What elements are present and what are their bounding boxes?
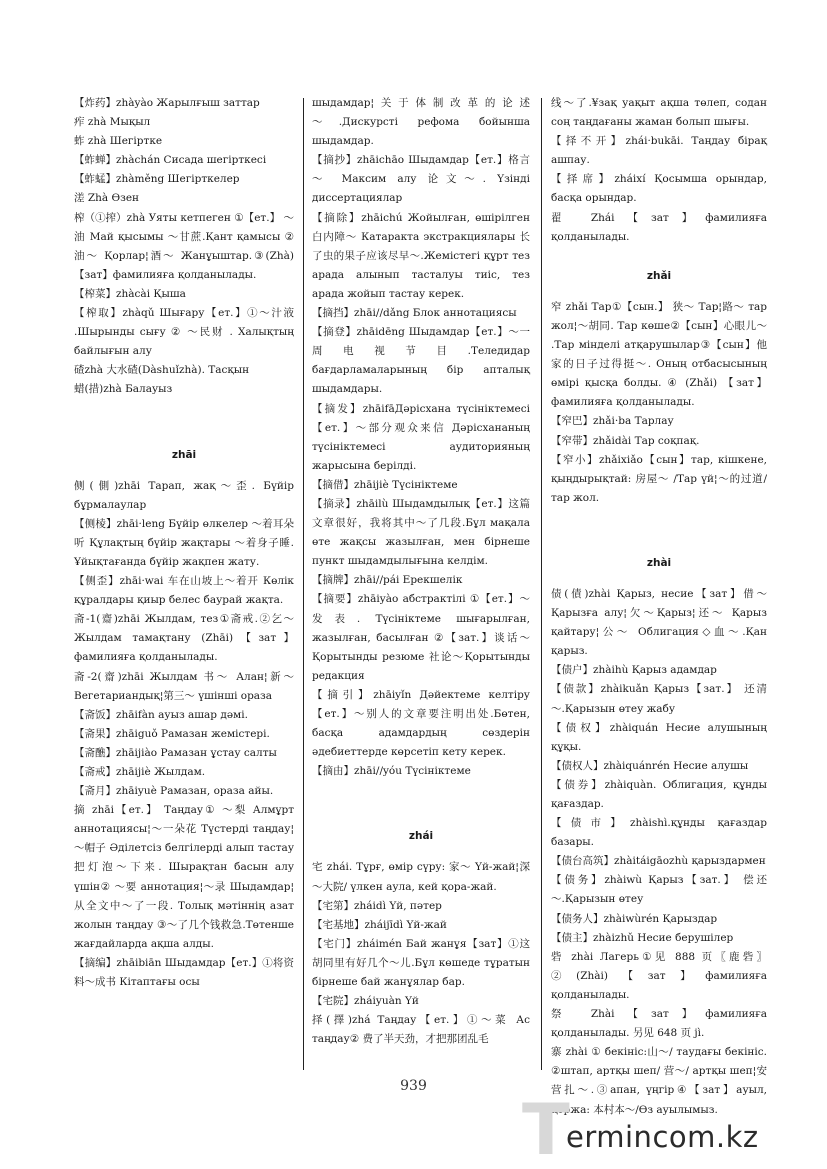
spacer	[551, 247, 767, 267]
dictionary-entry: 【摘抄】zhāichāo Шыдамдар【ет.】格言～ Максим алу 论文～. Үзінді диссертациялар	[312, 154, 530, 205]
dictionary-entry: 斋-2(齋)zhāi Жылдам 书～ Алан¦新～ Вегетариандық¦第三～ үшінші ораза	[74, 670, 294, 702]
section-heading: zhài	[646, 556, 672, 569]
dictionary-entry: 【斋戒】zhāijiè Жылдам.	[74, 766, 206, 778]
dictionary-entry: 【债权】zhàiquán Несие алушының құқы.	[551, 721, 767, 753]
dictionary-entry: 【摘要】zhāiyào абстрактілі ①【ет.】～发表. Түсініктеме шығарылған, жазылған, басылған ②【зат.】谈话～ Қорытынды резюме 社论～Қорытынды редакция	[312, 593, 530, 682]
dictionary-entry: 翟 Zhái【зат】фамилияға қолданылады.	[551, 211, 767, 243]
dictionary-entry: 【斋果】zhāiguǒ Рамазан жемістері.	[74, 727, 270, 740]
dictionary-entry: 蜡(措)zhà Балауыз	[74, 383, 173, 396]
column-left	[74, 94, 294, 992]
dictionary-entry: 【摘发】zhāifāДәрісхана түсініктемесі【ет.】～部分观众来信 Дәрісхананың түсініктемесі аудиторияның жарысына берілді.	[312, 402, 530, 472]
dictionary-entry: 【宅第】zháidì Үй, пәтер	[312, 899, 442, 912]
dictionary-entry: 【债主】zhàizhǔ Несие берушілер	[551, 931, 734, 944]
dictionary-entry: 蚱 zhà Шегіртке	[74, 135, 163, 148]
logo-initial: T	[522, 1089, 570, 1169]
entry-group-top	[312, 94, 530, 781]
dictionary-entry: 【债务】zhàiwù Қарыз【зат.】 偿还～.Қарызын өтеу	[551, 874, 767, 906]
spacer	[312, 781, 530, 827]
dictionary-entry: 【摘挡】zhāi//dǎng Блок аннотациясы	[312, 307, 517, 320]
column-divider-right	[541, 98, 542, 1070]
dictionary-entry: 【侧棱】zhāi·leng Бүйір өлкелер ～着耳朵听 Құлақтың бүйір жақтары ～着身子睡. Ұйықтағанда бүйір жақпен жату.	[74, 517, 294, 568]
dictionary-entry: 【债款】zhàikuǎn Қарыз【зат.】 还清～.Қарызын өтеу жабу	[551, 683, 767, 715]
section-heading: zhāi	[171, 448, 197, 461]
dictionary-entry: 痄 zhà Мықыл	[74, 116, 151, 129]
dictionary-entry: 【摘借】zhāijiè Түсініктеме	[312, 478, 458, 491]
dictionary-entry: 斋-1(齋)zhāi Жылдам, тез①斋戒.②乞～ Жылдам тамақтану (Zhāi)【зат】фамилияға қолданылады.	[74, 613, 294, 664]
dictionary-entry: 【侧歪】zhāi·wai 车在山坡上～着开 Көлік құралдары қиыр белес баурай жақта.	[74, 575, 294, 607]
logo-text: ermincom.kz	[566, 1120, 759, 1154]
dictionary-entry: 【择席】zháixí Қосымша орындар, басқа орындар.	[551, 173, 767, 205]
column-divider-left	[303, 98, 304, 1070]
dictionary-entry: 债(債)zhài Қарыз, несие【зат】借～ Қарызға алу¦欠～Қарыз¦还～ Қарыз қайтару¦公～ Облигация◇血～.Қан қарыз.	[551, 587, 767, 658]
section-heading: zhǎi	[646, 269, 672, 282]
dictionary-entry: 【蚱蜢】zhàměng Шегірткелер	[74, 173, 240, 186]
entry-group-top	[551, 94, 767, 247]
dictionary-entry: 窄 zhǎi Тар①【сын.】 狭～ Тар¦路～ тар жол¦～胡同. Тар көше②【сын】心眼儿～ .Тар мінделі атқарушылар③【сын】他家的日子过得挺～. Оның отбасысының өмірі қысқа болды. ④ (Zhǎi) 【зат】 фамилияға қолданылады.	[551, 300, 767, 409]
dictionary-entry: 摘 zhāi【ет.】 Таңдау① ～梨 Алмұрт аннотациясы¦～一朵花 Түстерді таңдау¦～帽子 Әділетсіз белгілерді алып тастау 把灯泡～下来. Шырақтан басын алу үшін② ～要 аннотация¦～录 Шыдамдар¦从全文中～了一段. Толық мәтіннің азат жолын таңдау ③～了几个钱救急.Төтенше жағдайларда ақша алды.	[74, 804, 294, 950]
column-right	[551, 94, 767, 1120]
dictionary-entry: 线～了.¥зақ уақыт ақша төлеп, содан соң таңдағаны жаман болып шығы.	[551, 97, 767, 129]
site-logo	[522, 1089, 822, 1169]
dictionary-entry: 【债市】zhàishì.құнды қағаздар базары.	[551, 817, 767, 849]
dictionary-entry: 【窄巴】zhǎi·ba Тарлау	[551, 415, 674, 428]
dictionary-entry: 【摘编】zhāibiān Шыдамдар【ет.】①将资料～成书 Кітаптағы осы	[74, 956, 294, 989]
dictionary-entry: 【债台高筑】zhàitáigāozhù қарыздармен	[551, 855, 766, 868]
dictionary-entry: 溠 Zhà Өзен	[74, 192, 140, 205]
dictionary-entry: 【债权人】zhàiquánrén Несие алушы	[551, 759, 749, 772]
dictionary-entry: 【炸药】zhàyào Жарылғыш заттар	[74, 97, 260, 109]
dictionary-entry: 【摘由】zhāi//yóu Түсініктеме	[312, 765, 471, 778]
entry-group-middle	[551, 298, 767, 508]
spacer	[551, 508, 767, 554]
dictionary-entry: 择(擇)zhá Таңдау【ет.】①～菜 Ас таңдау② 费了半天劲，才把那团乱毛	[312, 1014, 530, 1046]
dictionary-entry: 【榨菜】zhàcài Қыша	[74, 287, 186, 300]
spacer	[74, 465, 294, 477]
entry-group-top	[74, 94, 294, 400]
dictionary-entry: 【摘登】zhāidēng Шыдамдар【ет.】～一周电视节目.Теледидар бағдарламаларының бір апталық шыдамдары.	[312, 326, 530, 396]
spacer	[551, 573, 767, 585]
dictionary-entry: 寨 zhài ① бекініс:山～/ таудағы бекініс. ②штап, артқы шеп/ 营～/ артқы шеп¦安营扎～.③апан, үңгір④【зат】ауыл, қоржа: 本村本～/Өз ауылымыз.	[551, 1046, 767, 1116]
dictionary-entry: 【摘除】zhāichú Жойылған, өшірілген 白内障～ Катаракта экстракциялары 长了虫的果子应该尽早～.Жемістегі құрт тез арада алынып тасталуы тиіс, тез арада жойып тастау керек.	[312, 211, 530, 300]
dictionary-entry: 砦 zhài Лагерь①见 888 页〖鹿砦〗②(Zhài)【зат】фамилияға қолданылады.	[551, 950, 767, 1001]
dictionary-entry: 【榨取】zhàqǔ Шығару【ет.】①～汁液 .Шырынды сығу ② ～民财 . Халықтың байлығын алу	[74, 307, 294, 358]
entry-group-bottom	[551, 585, 767, 1120]
spacer	[551, 286, 767, 298]
dictionary-entry: 【宅基地】zháijīdì Үй-жай	[312, 918, 447, 931]
page-number: 939	[400, 1078, 427, 1094]
dictionary-entry: 【债务人】zhàiwùrén Қарыздар	[551, 912, 718, 925]
dictionary-entry: 【摘牌】zhāi//pái Ерекшелік	[312, 574, 463, 587]
dictionary-entry: 【斋醮】zhāijiào Рамазан ұстау салты	[74, 746, 277, 759]
dictionary-entry: шыдамдар¦关于体制改革的论述～.Дискурсті рефома бойынша шыдамдар.	[312, 97, 530, 148]
dictionary-entry: 【债券】zhàiquàn. Облигация, құнды қағаздар.	[551, 778, 767, 810]
dictionary-entry: 【债户】zhàihù Қарыз адамдар	[551, 664, 717, 677]
dictionary-entry: 【窄小】zhǎixiǎo【сын】тар, кішкене, қыңдырықтай: 房屋～ /Тар үй¦～的过道/ тар жол.	[551, 453, 767, 504]
entry-group-bottom	[74, 477, 294, 993]
dictionary-entry: 侧(側)zhāi Тарап, жақ～歪. Бүйір бұрмалаулар	[74, 479, 294, 511]
dictionary-entry: 【择不开】zhái·bukāi. Таңдау бірақ ашпау.	[551, 135, 767, 167]
dictionary-entry: 宅 zhái. Тұрғ, өмір сүру: 家～ Үй-жай¦深～大院/ үлкен аула, кей қора-жай.	[312, 861, 530, 893]
dictionary-entry: 【斋饭】zhāifàn ауыз ашар дәмі.	[74, 708, 248, 721]
entry-group-bottom	[312, 858, 530, 1049]
dictionary-entry: 祭 Zhài【зат】фамилияға қолданылады. 另见 648 页 jì.	[551, 1008, 767, 1040]
spacer	[312, 846, 530, 858]
dictionary-entry: 【摘引】zhāiyǐn Дәйектеме келтіру【ет.】～别人的文章要注明出处.Бөтен, басқа адамдардың сөздерін әдебиеттерде көрсетіп кету керек.	[312, 688, 530, 759]
column-middle	[312, 94, 530, 1049]
dictionary-entry: 【窄带】zhǎidài Тар соқпақ.	[551, 434, 700, 447]
dictionary-entry: 【宅门】zháimén Бай жанұя【зат】①这胡同里有好几个～儿.Бұл көшеде тұратын бірнеше бай жанұялар бар.	[312, 937, 530, 989]
spacer	[74, 400, 294, 446]
dictionary-entry: 【斋月】zhāiyuè Рамазан, ораза айы.	[74, 785, 274, 798]
dictionary-entry: 【宅院】zháiyuàn Үй	[312, 995, 419, 1008]
section-heading: zhái	[408, 830, 434, 843]
dictionary-entry: 【蚱蝉】zhàchán Сисада шегірткесі	[74, 154, 267, 167]
dictionary-entry: 【摘录】zhāilù Шыдамдылық【ет.】这篇文章很好，我将其中～了几段.Бұл мақала өте жақсы жазылған, мен бірнеше пункт шыдамдылығына келдім.	[312, 497, 530, 568]
dictionary-entry: 榨（①搾）zhà Уяты кетпеген ①【ет.】 ～油 Май қысымы ～甘蔗.Қант қамысы ②油～ Қорлар¦酒～ Жанұыштар.③(Zhà)【зат】фамилияға қолданылады.	[74, 211, 294, 281]
dictionary-entry: 碴zhà 大水碴(Dàshuǐzhà). Тасқын	[74, 364, 250, 377]
